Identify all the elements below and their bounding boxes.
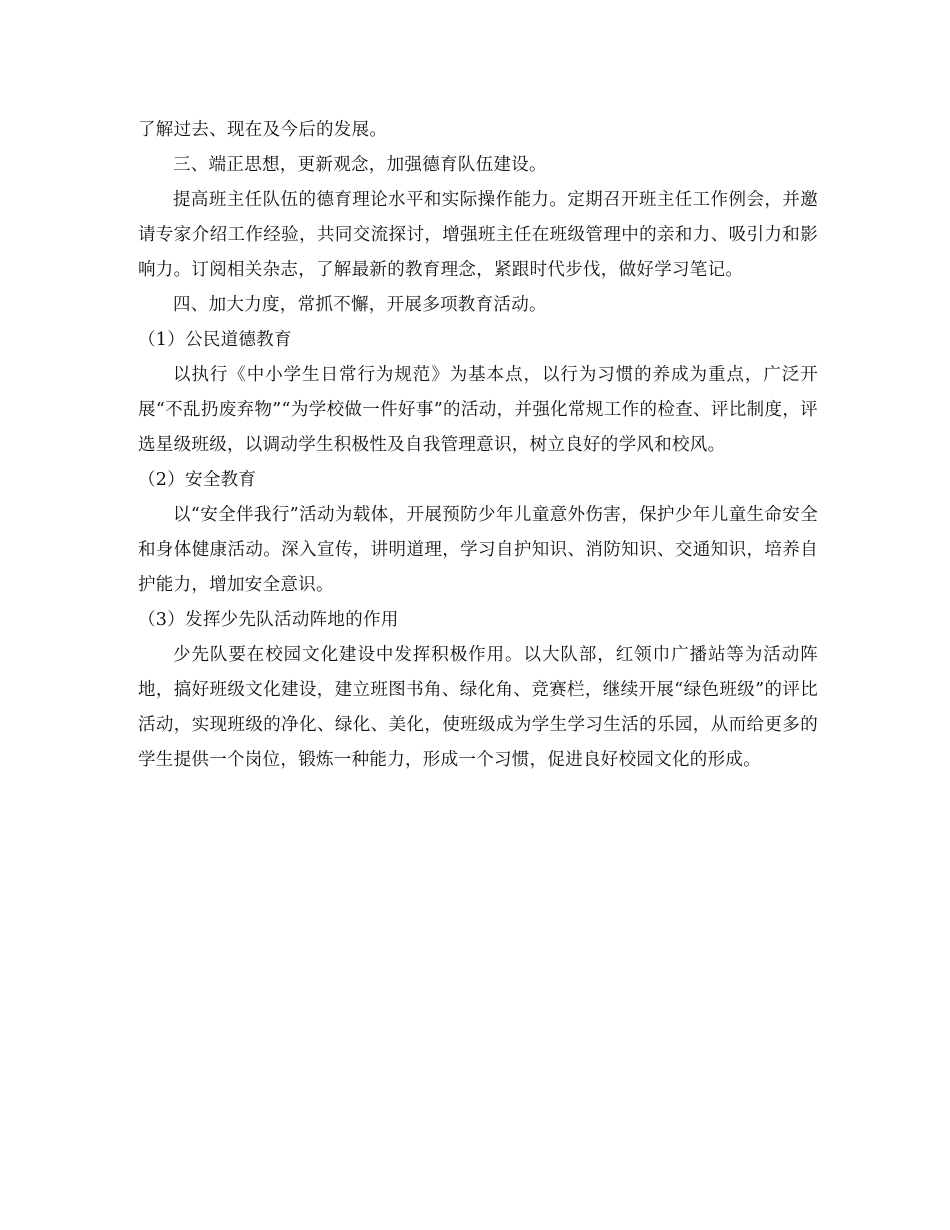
section-heading-4: 四、加大力度，常抓不懈，开展多项教育活动。 <box>173 295 547 315</box>
subheading-young-pioneers: （3）发挥少先队活动阵地的作用 <box>138 610 399 630</box>
document-body <box>138 113 818 778</box>
section-heading-3: 三、端正思想，更新观念，加强德育队伍建设。 <box>173 155 547 175</box>
paragraph-continuation: 了解过去、现在及今后的发展。 <box>138 120 388 140</box>
subheading-safety-education: （2）安全教育 <box>138 470 257 490</box>
paragraph-teacher-training: 提高班主任队伍的德育理论水平和实际操作能力。定期召开班主任工作例会，并邀请专家介绍工作经验，共同交流探讨，增强班主任在班级管理中的亲和力、吸引力和影响力。订阅相关杂志，了解最新的教育理念，紧跟时代步伐，做好学习笔记。 <box>138 190 818 280</box>
paragraph-safety-education: 以“安全伴我行”活动为载体，开展预防少年儿童意外伤害，保护少年儿童生命安全和身体健康活动。深入宣传，讲明道理，学习自护知识、消防知识、交通知识，培养自护能力，增加安全意识。 <box>138 505 818 595</box>
subheading-civic-moral-education: （1）公民道德教育 <box>138 330 292 350</box>
paragraph-young-pioneers: 少先队要在校园文化建设中发挥积极作用。以大队部，红领巾广播站等为活动阵地，搞好班级文化建设，建立班图书角、绿化角、竞赛栏，继续开展“绿色班级”的评比活动，实现班级的净化、绿化、美化，使班级成为学生学习生活的乐园，从而给更多的学生提供一个岗位，锻炼一种能力，形成一个习惯，促进良好校园文化的形成。 <box>138 645 818 770</box>
paragraph-civic-moral-education: 以执行《中小学生日常行为规范》为基本点，以行为习惯的养成为重点，广泛开展“不乱扔废弃物”“为学校做一件好事”的活动，并强化常规工作的检查、评比制度，评选星级班级，以调动学生积极性及自我管理意识，树立良好的学风和校风。 <box>138 365 818 455</box>
